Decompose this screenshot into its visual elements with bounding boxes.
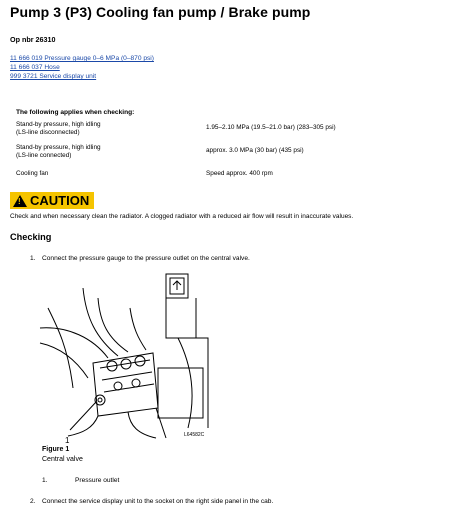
- tool-link-hose[interactable]: 11 666 037 Hose: [10, 64, 60, 71]
- step-item: [30, 498, 273, 505]
- spec-label-line: Stand-by pressure, high idling: [16, 144, 101, 151]
- step-text: Connect the pressure gauge to the pressure outlet on the central valve.: [42, 255, 250, 262]
- central-valve-figure: [38, 268, 210, 446]
- hose-line: [156, 408, 166, 438]
- figure-callout-1: 1: [65, 436, 70, 445]
- figure-caption-text: Central valve: [42, 456, 83, 463]
- spec-label-line: Stand-by pressure, high idling: [16, 121, 101, 128]
- step-number: 2.: [30, 498, 36, 505]
- spec-label-line: Cooling fan: [16, 170, 49, 177]
- hose-line: [178, 338, 192, 428]
- warning-triangle-icon: [13, 195, 27, 207]
- hose-line: [128, 412, 156, 438]
- hose-line: [48, 308, 73, 388]
- spec-label-line: (LS-line disconnected): [16, 129, 80, 136]
- checking-heading: Checking: [10, 232, 52, 242]
- caution-label: CAUTION: [30, 193, 90, 208]
- caution-text: Check and when necessary clean the radiator. A clogged radiator with a reduced air flow will result in inaccurate values.: [10, 213, 354, 220]
- figure-legend-item: [42, 477, 119, 484]
- hose-line: [83, 288, 118, 356]
- hose-line: [40, 328, 108, 358]
- spec-label-line: (LS-line connected): [16, 152, 72, 159]
- caution-banner: [10, 192, 94, 209]
- step-item: [30, 255, 250, 262]
- spec-label: [16, 144, 101, 160]
- tool-link-pressure-gauge[interactable]: 11 666 019 Pressure gauge 0–6 MPa (0–870 psi): [10, 55, 154, 62]
- callout-leader: [70, 402, 96, 430]
- valve-edge: [104, 384, 154, 392]
- operation-number: Op nbr 26310: [10, 35, 56, 44]
- fitting: [114, 382, 122, 390]
- hose-line: [98, 298, 128, 352]
- spec-heading: The following applies when checking:: [16, 109, 135, 116]
- page-title: Pump 3 (P3) Cooling fan pump / Brake pump: [10, 4, 311, 20]
- hose-line: [130, 308, 146, 350]
- spec-value: approx. 3.0 MPa (30 bar) (435 psi): [206, 147, 304, 154]
- step-number: 1.: [30, 255, 36, 262]
- spec-label: [16, 121, 101, 137]
- figure-caption-title: Figure 1: [42, 446, 70, 453]
- fitting: [132, 379, 140, 387]
- legend-text: Pressure outlet: [75, 477, 120, 484]
- arrow-up-icon: [173, 281, 181, 290]
- hose-line: [40, 343, 88, 378]
- hose-line: [68, 416, 98, 436]
- pressure-outlet: [98, 398, 102, 402]
- step-text: Connect the service display unit to the socket on the right side panel in the cab.: [42, 498, 274, 505]
- tool-link-service-display[interactable]: 999 3721 Service display unit: [10, 73, 97, 80]
- frame-part: [196, 338, 208, 428]
- frame-part: [158, 368, 203, 418]
- valve-edge: [102, 372, 152, 380]
- spec-value: Speed approx. 400 rpm: [206, 170, 273, 177]
- spec-label: [16, 170, 48, 178]
- spec-value: 1.95–2.10 MPa (19.5–21.0 bar) (283–305 psi): [206, 124, 336, 131]
- figure-code: L64582C: [184, 432, 205, 438]
- frame-part: [166, 298, 196, 338]
- legend-number: 1.: [42, 477, 48, 484]
